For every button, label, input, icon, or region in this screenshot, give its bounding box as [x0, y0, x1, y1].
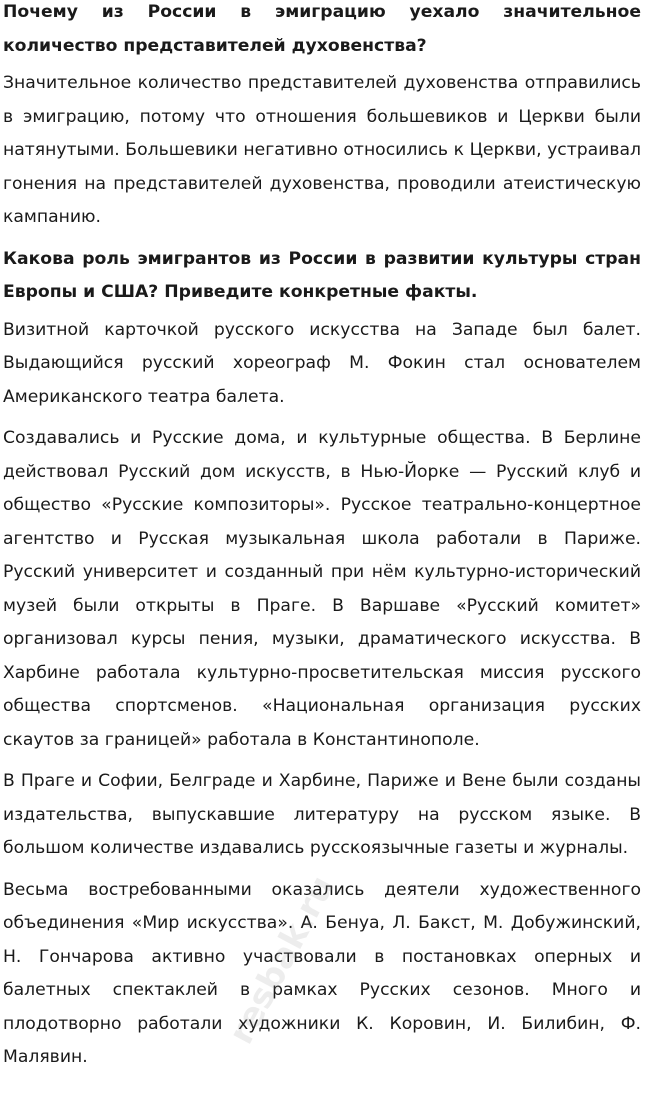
answer-paragraph: Визитной карточкой русского искусства на Западе был балет. Выдающийся русский хореограф М. Фокин стал основателем Американского театра балета. [3, 319, 641, 407]
question-heading: Почему из России в эмиграцию уехало значительное количество представителей духовенства? [3, 2, 641, 56]
answer-paragraph: Значительное количество представителей духовенства отправились в эмиграцию, потому что отношения большевиков и Церкви были натянутыми. Большевики негативно относились к Церкви, устраивал гонения на представителей духовенства, проводили атеистическую кампанию. [3, 73, 641, 227]
answer-paragraph: В Праге и Софии, Белграде и Харбине, Париже и Вене были созданы издательства, выпускавшие литературу на русском языке. В большом количестве издавались русскоязычные газеты и журналы. [3, 771, 641, 858]
answer-paragraph: Весьма востребованными оказались деятели художественного объединения «Мир искусства». А. Бенуа, Л. Бакст, М. Добужинский, Н. Гончарова активно участвовали в постановках оперных и балетных спектаклей в рамках Русских сезонов. Много и плодотворно работали художники К. Коровин, И. Билибин, Ф. Малявин. [3, 879, 641, 1067]
question-heading: Какова роль эмигрантов из России в развитии культуры стран Европы и США? Приведите конкретные факты. [3, 248, 641, 302]
answer-paragraph: Создавались и Русские дома, и культурные общества. В Берлине действовал Русский дом искусств, в Нью-Йорке — Русский клуб и общество «Русские композиторы». Русское театрально-концертное агентство и Русская музыкальная школа работали в Париже. Русский университет и созданный при нём культурно-исторический музей были открыты в Праге. В Варшаве «Русский комитет» организовал курсы пения, музыки, драматического искусства. В Харбине работала культурно-просветительская миссия русского общества спортсменов. «Национальная организация русских скаутов за границей» работала в Константинополе. [3, 428, 641, 750]
watermark-text: resbak.ru [221, 869, 343, 1051]
